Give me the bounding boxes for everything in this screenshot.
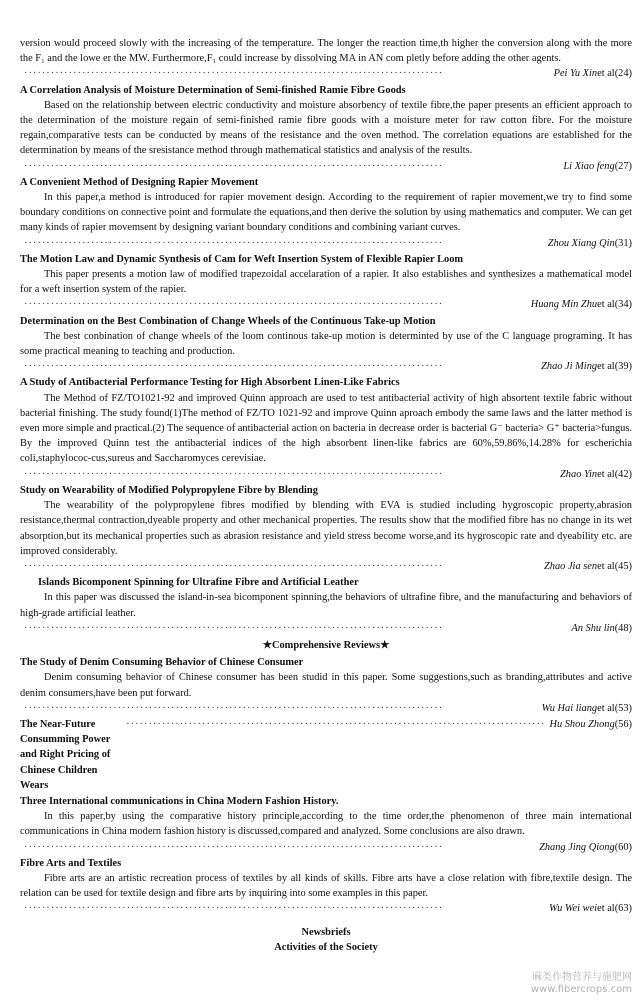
article-body: In this paper,a method is introduced for rapier movement design. According to the requirement of rapier movement,we try to find some boundary conditions on connective point and formulate the equations,and then derive the solution by using mathematics and computer. We can get many kinds of rapier movemsent by designing variant boundary conditions and combining variant curves.: [20, 192, 632, 234]
article-author: Zhao Yin: [560, 468, 598, 480]
review-body: In this paper,by using the comparative history principle,according to the time order,the phenomenon of three main international communications in China modern fashion history is discussed,compared and analyzed. Some conclusions are also drawn.: [20, 811, 632, 838]
article-ref: et al(45): [597, 560, 632, 572]
review-entry: [20, 794, 632, 855]
review-entry: [20, 856, 632, 917]
review-title: The Study of Denim Consuming Behavior of Chinese Consumer: [20, 657, 304, 669]
review-body: Fibre arts are an artistic recreation process of textiles by all kinds of skills. Fibre arts have a close relation with fibre,textile design. The relation can be used for textile design and fibre arts by inquiring into some examples in this paper.: [20, 872, 632, 900]
article-author-line: [20, 467, 632, 482]
site-watermark: [531, 972, 632, 996]
footer-newsbriefs: Newsbriefs: [301, 926, 351, 938]
review-title: Fibre Arts and Textiles: [20, 857, 122, 869]
leader-dots: ······························································································: [24, 361, 444, 373]
review-author-line: [20, 840, 632, 855]
review-author-line: [20, 701, 632, 716]
intro-paragraph: [20, 36, 632, 82]
article-entry: [20, 575, 632, 636]
article-author: Zhao Jia sen: [543, 560, 598, 572]
article-author-line: [20, 621, 632, 636]
article-ref: et al(39): [597, 361, 632, 373]
article-entry: [20, 483, 632, 574]
review-ref: (60): [614, 841, 632, 853]
footer-activities: Activities of the Society: [274, 941, 378, 953]
review-author: Wu Hai liang: [541, 702, 598, 714]
article-body: This paper presents a motion law of modified trapezoidal accelaration of a rapier. It also establishes and synthesizes a mathematical model for a weft insertion system of the rapier.: [20, 269, 632, 296]
review-ref: et al(63): [597, 903, 632, 915]
review-ref: (56): [614, 718, 632, 730]
review-title: The Near-Future Consumming Power and Right Pricing of Chinese Children Wears: [20, 718, 111, 791]
leader-dots: ······························································································: [24, 68, 444, 80]
article-title: A Study of Antibacterial Performance Testing for High Absorbent Linen-Like Fabrics: [20, 377, 400, 389]
leader-dots: ······························································································: [24, 622, 444, 634]
leader-dots: ······························································································: [24, 299, 444, 311]
article-ref: et al(42): [597, 468, 632, 480]
article-title: Study on Wearability of Modified Polypropylene Fibre by Blending: [20, 484, 318, 496]
article-author-line: [20, 559, 632, 574]
review-entry: [20, 655, 632, 716]
review-ref: et al(53): [597, 702, 632, 714]
article-body: The wearability of the polypropylene fibres modified by blending with EVA is studied including hygroscopic property,abrasion resistance,thermal contraction,dyeable property and other mechanical properties. The results show that the modified fibre has no change in its wet absorption,but its mechanical properties such as abrasion resistance and yield stress become worse,and its hygroscopic rate and dyeability etc. are improved considerably.: [20, 500, 632, 557]
article-ref: et al(34): [597, 299, 632, 311]
review-author: Wu Wei wei: [548, 903, 598, 915]
review-entry-inline: [20, 716, 632, 793]
article-title: A Convenient Method of Designing Rapier Movement: [20, 176, 259, 188]
article-author: An Shu lin: [571, 622, 615, 634]
review-author: Zhang Jing Qiong: [539, 841, 615, 853]
leader-dots: ······························································································: [24, 237, 444, 249]
article-ref: (31): [614, 237, 632, 249]
article-ref: (27): [614, 160, 632, 172]
article-author-line: [20, 159, 632, 174]
article-author-line: [20, 297, 632, 312]
section-heading: ★Comprehensive Reviews★: [262, 639, 390, 651]
article-title: A Correlation Analysis of Moisture Determination of Semi-finished Ramie Fibre Goods: [20, 84, 406, 96]
leader-dots: ······························································································: [24, 560, 444, 572]
spacer: [20, 917, 632, 925]
article-body: The Method of FZ/TO1021-92 and improved Quinn approach are used to test antibacterial activity of high absortent textile fabric without bacterial finishing. The study found(1)The method of FZ/TO 1021-92 and improve Quinn aproach embody the same laws and the latter method is even more simple and practical.(2) The sequence of antibacterial action on bacteria in decrease order is bacterial G⁻ bacteria> G⁺ bacteria>fungus. By the improved Quinn test the antibacterial indices of the high absorbent linen-like fabrics are 60%,59.86%,14.28% for escherichia coli,staphylococ-cus,sureus and Saccharomyces cerevisiae.: [20, 392, 632, 465]
intro-author: Pei Yu Xin: [553, 68, 598, 80]
leader-dots: ······························································································: [24, 841, 444, 853]
article-title: The Motion Law and Dynamic Synthesis of Cam for Weft Insertion System of Flexible Rapier Loom: [20, 253, 464, 265]
article-body: Based on the relationship between electric conductivity and moisture absorbency of textile fibre,the paper presents an efficient approach to the determination of the moisture regain of semi-finished ramie fibre goods with a moisture meter for raw cotton fibre. For the moisture regain,comparative tests can be conducted by means of the resistance and the oven method. The correlation equations are established for the determination by means of the sresistance method through mathematical statistics and analysis of the results.: [20, 99, 632, 157]
review-author: Hu Shou Zhong: [549, 718, 615, 730]
article-body: In this paper was discussed the island-in-sea bicomponent spinning,the behaviors of ultrafine fibre, and the manufacturing and behaviors of high-grade artificial leather.: [20, 592, 632, 619]
article-entry: [20, 252, 632, 313]
document-page: [20, 36, 632, 955]
article-entry: [20, 175, 632, 251]
article-entry: [20, 314, 632, 375]
leader-dots: ······························································································: [24, 903, 444, 915]
leader-dots: ······························································································: [126, 718, 546, 730]
watermark-line-2: www.fibercrops.com: [530, 984, 632, 995]
leader-dots: ······························································································: [24, 702, 444, 714]
intro-ref: et al(24): [597, 68, 632, 80]
article-entry: [20, 83, 632, 174]
article-entry: [20, 375, 632, 481]
review-title: Three International communications in China Modern Fashion History.: [20, 795, 339, 807]
article-author: Li Xiao feng: [563, 160, 615, 172]
article-title: Islands Bicomponent Spinning for Ultrafine Fibre and Artificial Leather: [38, 577, 359, 589]
article-body: The best conbination of change wheels of the loom continous take-up motion is determinted by use of the C language programing. It has some practical meaning to teaching and production.: [20, 330, 632, 358]
article-author: Zhao Ji Ming: [541, 361, 598, 373]
article-author: Zhou Xiang Qin: [547, 237, 615, 249]
intro-text: version would proceed slowly with the increasing of the temperature. The longer the reaction time,th higher the conversion along with the more the F₁ and the lowe er the MW. Furthermore,F₁ could increase by dissolving MA in AN com pletly before adding the other agents.: [20, 38, 632, 65]
intro-author-line: [20, 66, 632, 81]
article-title: Determination on the Best Combination of Change Wheels of the Continuous Take-up Motion: [20, 315, 436, 327]
article-author-line: [20, 236, 632, 251]
review-author-line: [20, 901, 632, 916]
leader-dots: ······························································································: [24, 468, 444, 480]
leader-dots: ······························································································: [24, 160, 444, 172]
article-author-line: [20, 359, 632, 374]
review-body: Denim consuming behavior of Chinese consumer has been studid in this paper. Some suggestions,such as branding,attributes and active denim consumers,have been put forward.: [20, 672, 632, 699]
article-ref: (48): [614, 622, 632, 634]
article-author: Huang Min Zhu: [530, 299, 598, 311]
watermark-line-1: 麻类作物营养与施肥网: [532, 972, 632, 983]
